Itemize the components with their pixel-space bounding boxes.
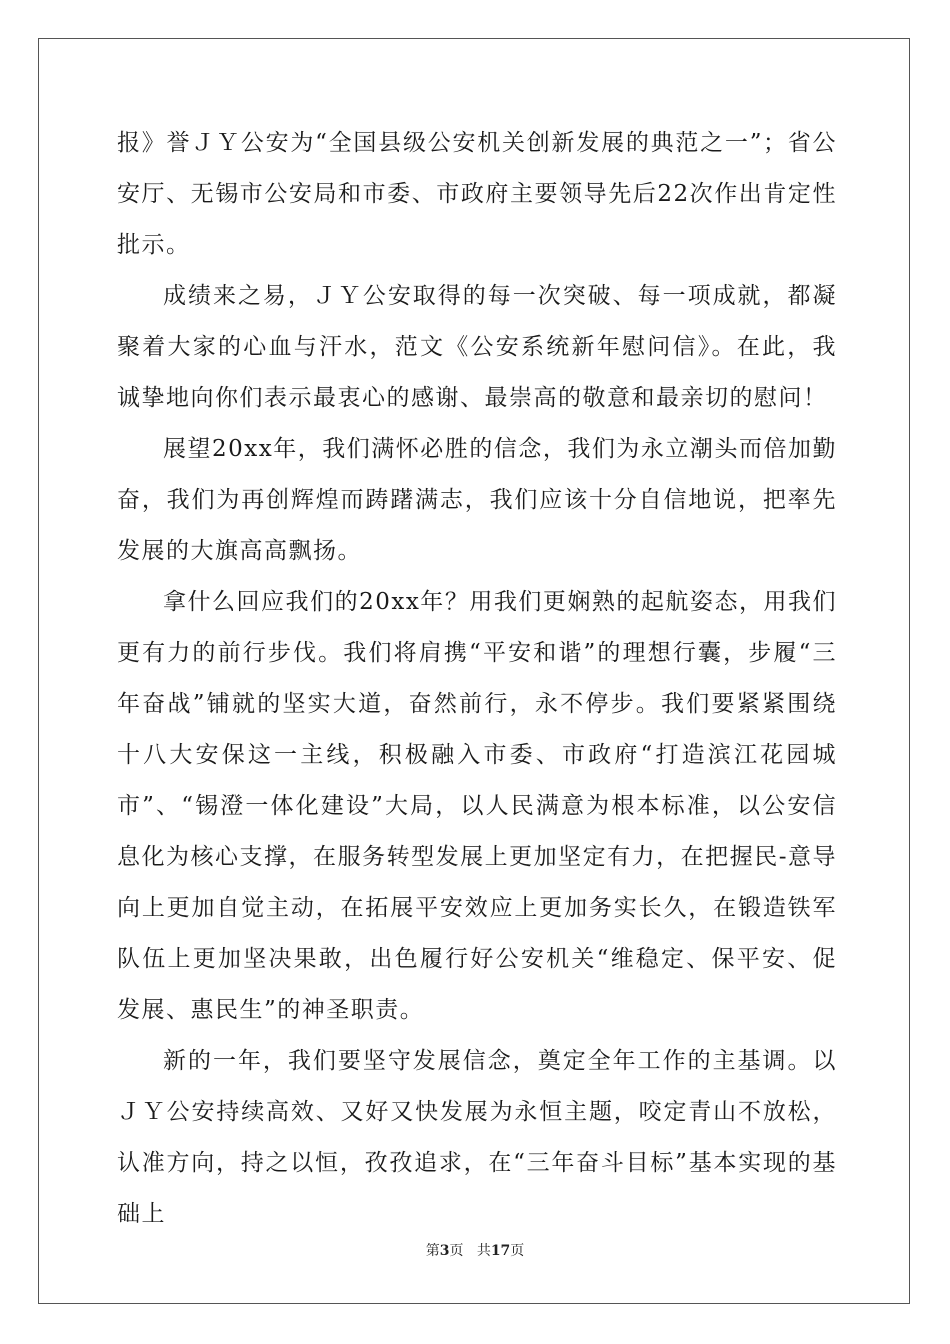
- paragraph-4: 拿什么回应我们的20xx年？用我们更娴熟的起航姿态，用我们更有力的前行步伐。我们将肩携“平安和谐”的理想行囊，步履“三年奋战”铺就的坚实大道，奋然前行，永不停步。我们要紧紧围绕十八大安保这一主线，积极融入市委、市政府“打造滨江花园城市”、“锡澄一体化建设”大局，以人民满意为根本标准，以公安信息化为核心支撑，在服务转型发展上更加坚定有力，在把握民-意导向上更加自觉主动，在拓展平安效应上更加务实长久，在锻造铁军队伍上更加坚决果敢，出色履行好公安机关“维稳定、保平安、促发展、惠民生”的神圣职责。: [117, 589, 837, 1023]
- page-number: 3: [439, 1243, 450, 1259]
- page-suffix: 页: [449, 1243, 464, 1259]
- paragraph-1: 报》誉ＪＹ公安为“全国县级公安机关创新发展的典范之一”；省公安厅、无锡市公安局和市委、市政府主要领导先后22次作出肯定性批示。: [117, 130, 837, 258]
- total-suffix: 页: [510, 1243, 525, 1259]
- page-footer: [0, 1240, 950, 1260]
- total-prefix: 共: [476, 1243, 491, 1259]
- paragraph-5: 新的一年，我们要坚守发展信念，奠定全年工作的主基调。以ＪＹ公安持续高效、又好又快发展为永恒主题，咬定青山不放松，认准方向，持之以恒，孜孜追求，在“三年奋斗目标”基本实现的基础上: [117, 1048, 837, 1227]
- page-prefix: 第: [425, 1243, 440, 1259]
- paragraph-3: 展望20xx年，我们满怀必胜的信念，我们为永立潮头而倍加勤奋，我们为再创辉煌而踌躇满志，我们应该十分自信地说，把率先发展的大旗高高飘扬。: [117, 436, 837, 564]
- paragraph-2: 成绩来之易，ＪＹ公安取得的每一次突破、每一项成就，都凝聚着大家的心血与汗水，范文《公安系统新年慰问信》。在此，我诚挚地向你们表示最衷心的感谢、最崇高的敬意和最亲切的慰问！: [117, 283, 837, 411]
- total-pages: 17: [490, 1243, 511, 1259]
- document-body: [117, 118, 837, 1240]
